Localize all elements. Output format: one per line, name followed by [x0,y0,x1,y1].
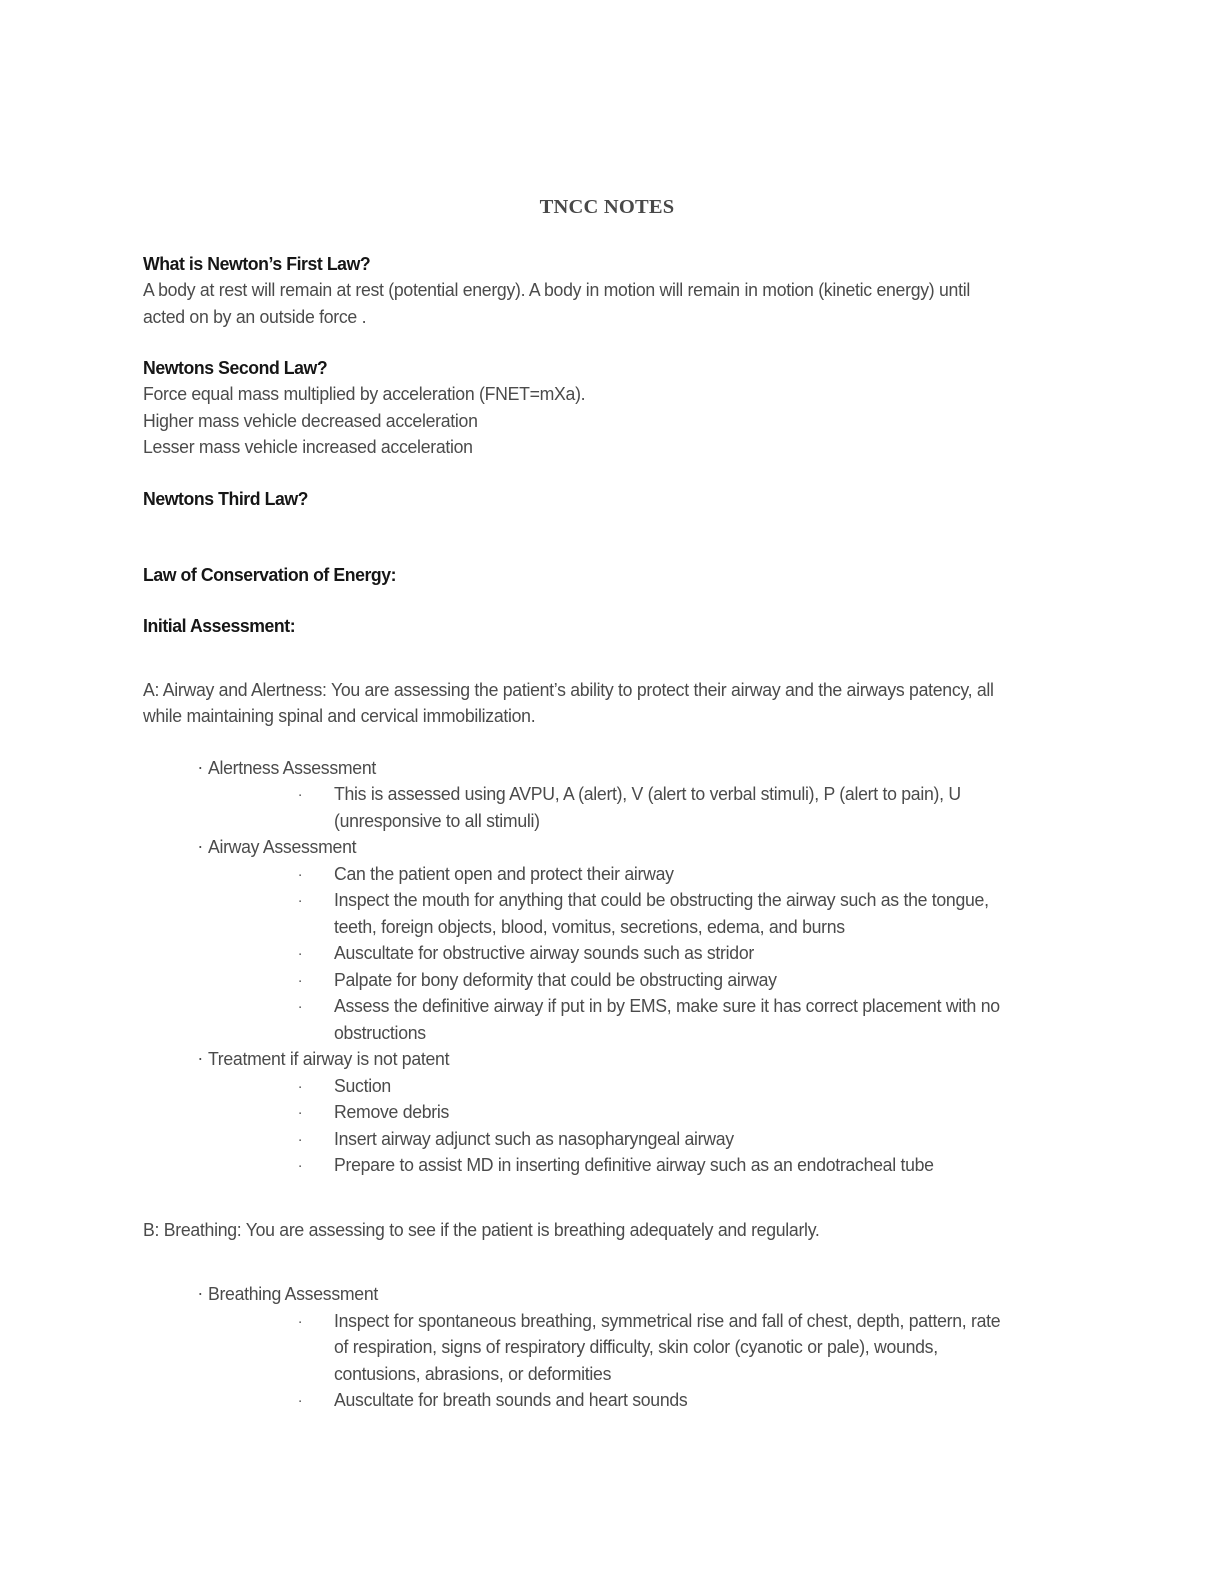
spacer [143,512,1053,562]
list-item-breathing-assessment [143,1281,1012,1308]
list-item [143,940,1012,967]
list-item-label: Prepare to assist MD in inserting definitive airway such as an endotracheal tube [334,1154,934,1175]
bullet-dot-icon: · [297,1104,303,1121]
spacer [143,639,1053,677]
bullet-dot-icon: · [297,1077,303,1095]
bullet-dot-icon: · [297,786,303,803]
list-item [143,1387,1012,1414]
heading-newtons-second-law: Newtons Second Law? [143,357,328,378]
text-newtons-first-law-body: A body at rest will remain at rest (potential energy). A body in motion will remain in motion (kinetic energy) until acted on by an outside force . [143,279,970,327]
list-item [143,861,1012,888]
list-item-label: Palpate for bony deformity that could be obstructing airway [334,968,777,990]
list-item-label: Alertness Assessment [207,756,377,778]
bullet-dot-icon: · [297,945,303,962]
text-second-law-line-3: Lesser mass vehicle increased acceleration [143,436,473,457]
list-item [143,1099,1012,1126]
list-item-label: Inspect the mouth for anything that could be obstructing the airway such as the tongue, teeth, foreign objects, blood, vomitus, secretions, edema, and burns [334,889,989,937]
list-item [143,967,1012,994]
list-item [143,1073,1012,1100]
spacer [143,1243,1053,1281]
bullet-dot-icon: · [297,998,303,1015]
text-airway-intro: A: Airway and Alertness: You are assessing the patient’s ability to protect their airway and the airways patency, all while maintaining spinal and cervical immobilization. [143,678,994,726]
list-item [143,1152,1012,1179]
bullet-dot-icon: · [197,1282,204,1303]
bullet-dot-icon: · [297,971,303,989]
list-item [143,1308,1012,1388]
list-item-label: Inspect for spontaneous breathing, symmetrical rise and fall of chest, depth, pattern, rate of respiration, signs of respiratory difficulty, skin color (cyanotic or pale), wounds, contusions, abrasions, or deformities [334,1309,1001,1384]
bullet-dot-icon: · [297,892,303,909]
list-item-airway-assessment [143,834,1012,861]
heading-newtons-third-law: Newtons Third Law? [143,487,309,509]
bullet-dot-icon: · [297,1157,303,1174]
list-item-label: Breathing Assessment [207,1283,379,1304]
list-item-label: Treatment if airway is not patent [207,1048,450,1069]
list-item-label: Auscultate for breath sounds and heart sounds [334,1389,688,1410]
text-second-law-line-1: Force equal mass multiplied by acceleration (FNET=mXa). [143,383,586,404]
bullet-dot-icon: · [197,1047,204,1068]
list-item-label: This is assessed using AVPU, A (alert), V (alert to verbal stimuli), P (alert to pain), U (unresponsive to all stimuli) [334,783,961,831]
page-title: TNCC NOTES [539,196,675,218]
list-item [143,887,1012,940]
list-item-label: Assess the definitive airway if put in by EMS, make sure it has correct placement with no obstructions [334,995,1000,1043]
text-breathing-intro: B: Breathing: You are assessing to see if the patient is breathing adequately and regularly. [143,1218,820,1240]
heading-law-of-conservation-of-energy: Law of Conservation of Energy: [143,563,397,585]
heading-newtons-first-law: What is Newton’s First Law? [143,253,371,274]
spacer [143,330,1053,355]
list-item-label: Airway Assessment [207,836,357,857]
list-item [143,1126,1012,1153]
heading-initial-assessment: Initial Assessment: [143,614,296,636]
spacer [143,461,1053,486]
text-second-law-line-2: Higher mass vehicle decreased acceleration [143,409,478,431]
list-item-label: Remove debris [334,1101,450,1122]
list-item [143,993,1012,1046]
spacer [143,730,1053,755]
list-item-label: Can the patient open and protect their airway [334,862,674,884]
document-content [143,196,1053,1414]
list-item [143,781,1012,834]
bullet-dot-icon: · [297,865,303,883]
spacer [143,1179,1053,1217]
spacer [143,588,1053,613]
bullet-dot-icon: · [297,1130,303,1148]
list-item-label: Auscultate for obstructive airway sounds such as stridor [334,942,754,963]
list-item-treatment-if-airway-not-patent [143,1046,1012,1073]
bullet-dot-icon: · [197,755,204,777]
list-item-label: Suction [334,1074,391,1096]
bullet-dot-icon: · [297,1392,303,1409]
list-item-label: Insert airway adjunct such as nasopharyngeal airway [334,1127,734,1149]
list-item-alertness-assessment [143,755,1012,782]
bullet-dot-icon: · [197,835,204,856]
bullet-dot-icon: · [297,1312,303,1330]
